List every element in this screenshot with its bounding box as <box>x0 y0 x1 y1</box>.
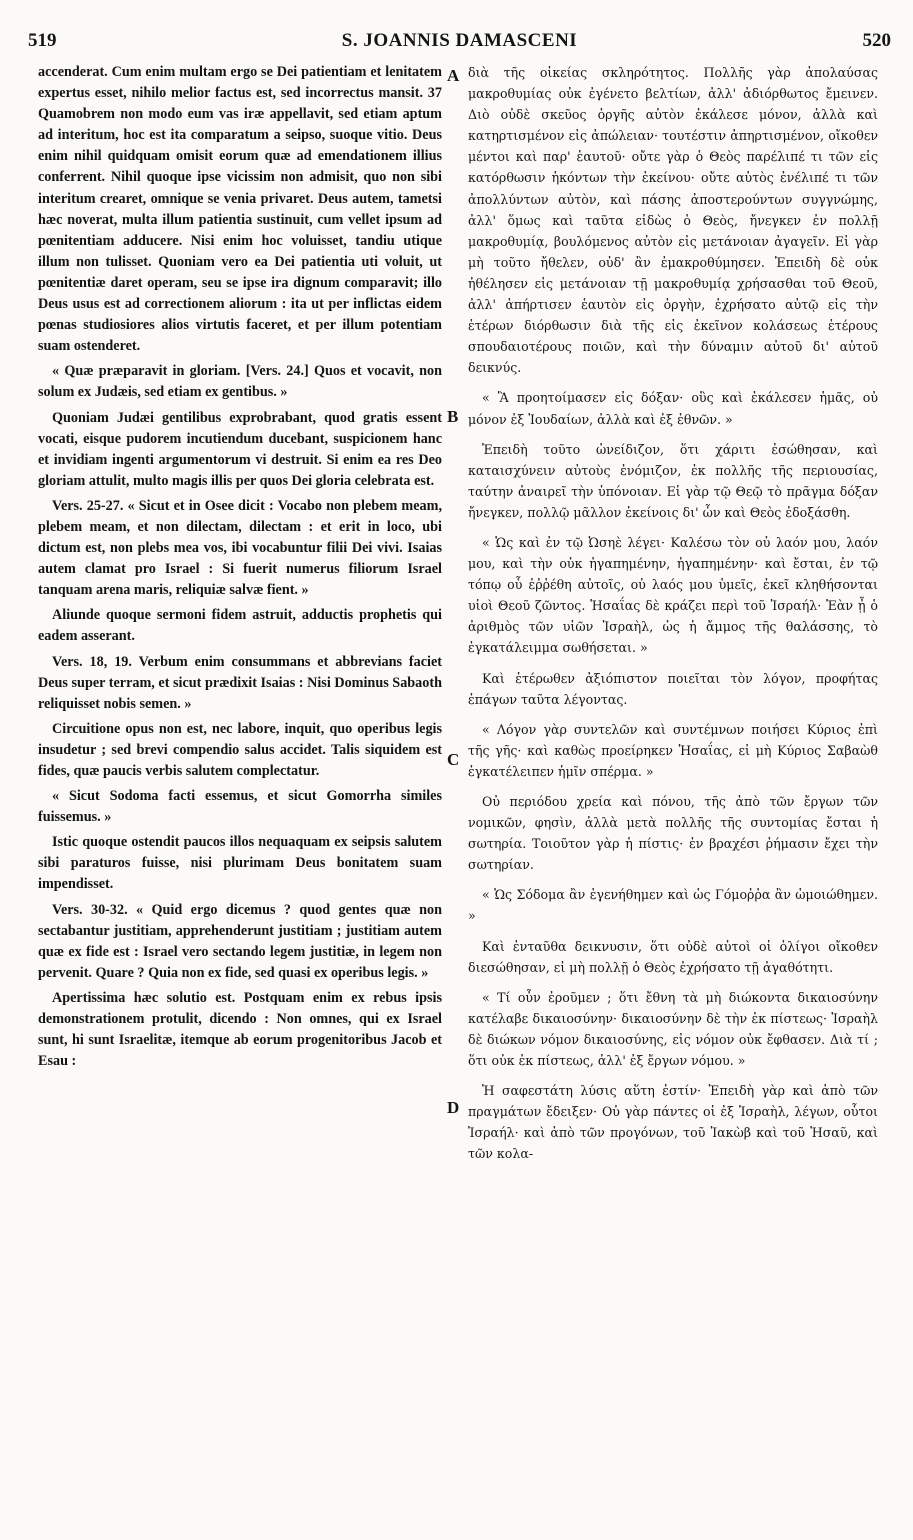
greek-column <box>468 62 878 1532</box>
latin-paragraph: accenderat. Cum enim multam ergo se Dei patientiam et lenitatem expertus esset, nihilo melior factus est, sed incorrectus mansit. 37 Quamobrem non modo eum vas iræ appellavit, sed etiam aptum ad interitum, hoc est ita comparatum a seipso, suoque vitio. Deus enim nihil quidquam omisit eorum quæ ad emendationem illius conferrent. Nihil quoque ipse vicissim non admisit, quo non sibi interitum crearet, omnique se venia privaret. Deus autem, tametsi hæc noverat, multa illum patientia sustinuit, cum vellet ipsum ad pœnitentiam adducere. Nisi enim hoc voluisset, tandiu utique illum non tulisset. Quoniam vero ea Dei patientia uti voluit, ut pœnitentiæ daret operam, seu se ipse ira dignum comparavit; illo Deus usus est ad correctionem aliorum : ita ut per inflictas eidem pœnas studiosiores alios virtutis faceret, et per illum potentiam suam ostenderet. <box>38 64 442 355</box>
section-marks <box>447 62 463 1532</box>
latin-paragraph: Vers. 18, 19. Verbum enim consummans et abbrevians faciet Deus super terram, et sicut prædixit Isaias : Nisi Dominus Sabaoth reliquisset nobis semen. » <box>38 653 442 712</box>
section-mark-c: C <box>447 750 460 769</box>
latin-paragraph: Aliunde quoque sermoni fidem astruit, adductis prophetis qui eadem asserant. <box>38 607 442 645</box>
latin-column <box>38 62 442 1532</box>
section-mark-d: D <box>447 1098 460 1117</box>
greek-paragraph: Καὶ ἑτέρωθεν ἀξιόπιστον ποιεῖται τὸν λόγον, προφήτας ἐπάγων ταῦτα λέγοντας. <box>468 670 878 707</box>
latin-paragraph: Apertissima hæc solutio est. Postquam enim ex rebus ipsis demonstrationem protulit, dicendo : Non omnes, qui ex Israel sunt, hi sunt Israelitæ, itemque ab eorum progenitoribus Jacob et Esau : <box>38 989 442 1070</box>
greek-paragraph: Οὐ περιόδου χρεία καὶ πόνου, τῆς ἀπὸ τῶν ἔργων τῶν νομικῶν, φησὶν, ἀλλὰ μετὰ πολλῆς τῆς συντομίας ἔσται ἡ σωτηρία. Τοιοῦτον γὰρ ἡ πίστις· ἐν βραχέσι ῥήμασιν ἔχει τὴν σωτηρίαν. <box>468 794 878 873</box>
latin-paragraph: « Quæ præparavit in gloriam. [Vers. 24.] Quos et vocavit, non solum ex Judæis, sed etiam ex gentibus. » <box>38 363 442 401</box>
latin-paragraph: Istic quoque ostendit paucos illos nequaquam ex seipsis salutem sibi paraturos fuisse, nisi plurimam Deus bonitatem suam impendisset. <box>38 834 442 893</box>
section-mark-b: B <box>447 407 459 426</box>
latin-paragraph: Vers. 30-32. « Quid ergo dicemus ? quod gentes quæ non sectabantur justitiam, apprehenderunt justitiam ; justitiam autem quæ ex fide est : Israel vero sectando legem justitiæ, in legem non pervenit. Quare ? Quia non ex fide, sed quasi ex operibus legis. » <box>38 901 442 981</box>
greek-paragraph: Ἐπειδὴ τοῦτο ὠνείδιζον, ὅτι χάριτι ἐσώθησαν, καὶ καταισχύνειν αὐτοὺς ἐνόμιζον, ἐκ πολλῆς τῆς περιουσίας, ταύτην ἀναιρεῖ τὴν ὑπόνοιαν. Εἰ γὰρ τῷ Θεῷ τὸ πρᾶγμα δόξαν ἤνεγκεν, πολλῷ μᾶλλον ἐκείνοις δι' ὧν καὶ Θεὸς ἐδοξάσθη. <box>468 441 878 520</box>
latin-paragraph: Circuitione opus non est, nec labore, inquit, quo operibus legis insudetur ; sed brevi compendio salus accidet. Talis siquidem est fides, quæ paucis verbis salutem complectatur. <box>38 720 442 779</box>
page-header <box>28 30 891 56</box>
page-number-right: 520 <box>862 30 891 51</box>
latin-paragraph: Vers. 25-27. « Sicut et in Osee dicit : Vocabo non plebem meam, plebem meam, et non dilectam, dilectam : et erit in loco, ubi dictum est, non plebs mea vos, ibi vocabuntur filii Dei vivi. Isaias autem clamat pro Israel : Si fuerit numerus filiorum Israel tanquam arena maris, reliquiæ salvæ fient. » <box>38 497 442 599</box>
greek-paragraph: « Ἃ προητοίμασεν εἰς δόξαν· οὓς καὶ ἐκάλεσεν ἡμᾶς, οὐ μόνον ἐξ Ἰουδαίων, ἀλλὰ καὶ ἐξ ἐθνῶν. » <box>468 390 878 427</box>
greek-paragraph: « Ὡς Σόδομα ἂν ἐγενήθημεν καὶ ὡς Γόμοῤῥα ἂν ὡμοιώθημεν. » <box>468 887 878 924</box>
running-title: S. JOANNIS DAMASCENI <box>341 30 578 51</box>
page-number-left: 519 <box>28 30 57 51</box>
greek-paragraph: « Ὡς καὶ ἐν τῷ Ὠσηὲ λέγει· Καλέσω τὸν οὐ λαόν μου, λαόν μου, καὶ τὴν οὐκ ἠγαπημένην, ἠγαπημένην· καὶ ἔσται, ἐν τῷ τόπῳ οὗ ἐῤῥέθη αὐτοῖς, οὐ λαός μου ὑμεῖς, ἐκεῖ κληθήσονται υἱοὶ Θεοῦ ζῶντος. Ἡσαΐας δὲ κράζει περὶ τοῦ Ἰσραήλ· Ἐὰν ᾖ ὁ ἀριθμὸς τῶν υἱῶν Ἰσραὴλ, ὡς ἡ ἄμμος τῆς θαλάσσης, τὸ ἐγκατάλειμμα σωθήσεται. » <box>468 534 878 656</box>
greek-paragraph: Ἡ σαφεστάτη λύσις αὕτη ἐστίν· Ἐπειδὴ γὰρ καὶ ἀπὸ τῶν πραγμάτων ἔδειξεν· Οὐ γὰρ πάντες οἱ ἐξ Ἰσραὴλ, λέγων, οὗτοι Ἰσραήλ· καὶ ἀπὸ τῶν προγόνων, τοῦ Ἰακὼβ καὶ τοῦ Ἡσαῦ, καὶ τῶν κολα- <box>468 1083 878 1162</box>
greek-paragraph: « Τί οὖν ἐροῦμεν ; ὅτι ἔθνη τὰ μὴ διώκοντα δικαιοσύνην κατέλαβε δικαιοσύνην· δικαιοσύνην δὲ τὴν ἐκ πίστεως· Ἰσραὴλ δὲ διώκων νόμον δικαιοσύνης, εἰς νόμον οὐκ ἔφθασεν. Διὰ τί ; ὅτι οὐκ ἐκ πίστεως, ἀλλ' ἐξ ἔργων νόμου. » <box>468 989 878 1069</box>
greek-paragraph: « Λόγον γὰρ συντελῶν καὶ συντέμνων ποιήσει Κύριος ἐπὶ τῆς γῆς· καὶ καθὼς προείρηκεν Ἡσαΐας, εἰ μὴ Κύριος Σαβαὼθ ἐγκατέλειπεν ἡμῖν σπέρμα. » <box>468 721 878 779</box>
latin-paragraph: « Sicut Sodoma facti essemus, et sicut Gomorrha similes fuissemus. » <box>38 788 442 826</box>
latin-paragraph: Quoniam Judæi gentilibus exprobrabant, quod gratis essent vocati, eisque pudorem incutiendum ducebant, suspicionem hanc et invidiam ingenti argumentorum vi destruit. Si enim ea res Deo gloriam attulit, multo magis illis per quos Dei gloria celebrata est. <box>38 409 442 489</box>
section-mark-a: A <box>447 66 460 85</box>
greek-paragraph: διὰ τῆς οἰκείας σκληρότητος. Πολλῆς γὰρ ἀπολαύσας μακροθυμίας οὐκ ἐγένετο βελτίων, ἀλλ' ἀδιόρθωτος ἔμεινεν. Διὸ οὐδὲ σκεῦος ὀργῆς αὐτὸν ἐκάλεσε μόνον, ἀλλὰ καὶ κατηρτισμένον εἰς ἀπώλειαν· τουτέστιν ἀπηρτισμένον, οἴκοθεν μέντοι καὶ παρ' ἑαυτοῦ· οὔτε γὰρ ὁ Θεὸς παρέλιπέ τι τῶν εἰς κατόρθωσιν ἡκόντων τὴν ἐκείνου· οὔτε αὐτὸς ἐνέλιπέ τι τῶν ἀπολλύντων αὐτὸν, καὶ πάσης ἀποστερούντων συγγνώμης, ἀλλ' ὅμως καὶ ταῦτα εἰδὼς ὁ Θεὸς, ἤνεγκεν ἐν πολλῇ μακροθυμίᾳ, βουλόμενος αὐτὸν εἰς μετάνοιαν ἀγαγεῖν. Εἰ γὰρ μὴ τοῦτο ἤθελεν, οὐδ' ἂν ἐμακροθύμησεν. Ἐπειδὴ δὲ οὐκ ἠθέλησεν εἰς μετάνοιαν τῇ μακροθυμίᾳ χρήσασθαι τοῦ Θεοῦ, ἀλλ' ἀπήρτισεν ἑαυτὸν εἰς ὀργὴν, ἐχρήσατο αὐτῷ εἰς τὴν ἑτέρων διόρθωσιν διὰ τῆς εἰς ἐκεῖνον κολάσεως ἑτέρους σπουδαιοτέρους ποιῶν, καὶ τὴν δύναμιν αὐτοῦ δι' αὐτοῦ δεικνύς. <box>468 65 878 376</box>
greek-paragraph: Καὶ ἐνταῦθα δεικνυσιν, ὅτι οὐδὲ αὐτοὶ οἱ ὀλίγοι οἴκοθεν διεσώθησαν, εἰ μὴ πολλῇ ὁ Θεὸς ἐχρήσατο τῇ ἀγαθότητι. <box>468 938 878 975</box>
